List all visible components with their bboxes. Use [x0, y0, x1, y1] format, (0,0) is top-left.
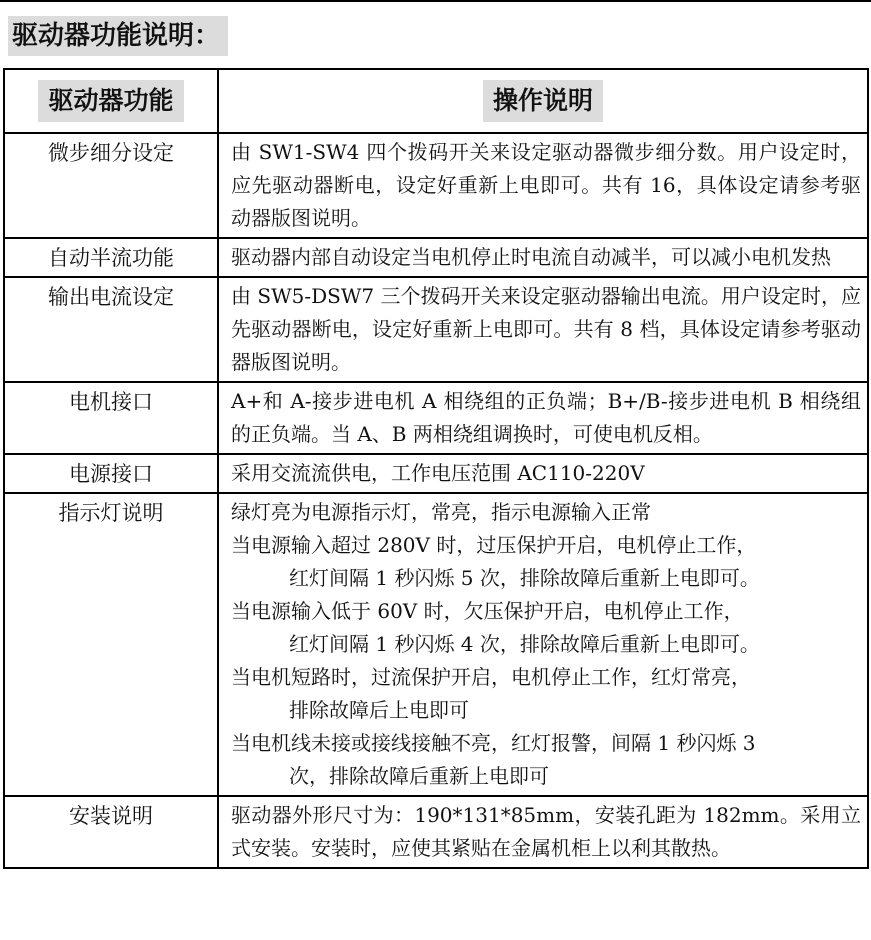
description-cell [218, 382, 868, 454]
description-line: 红灯间隔 1 秒闪烁 4 次，排除故障后重新上电即可。 [289, 632, 760, 656]
description-line: 排除故障后上电即可 [289, 698, 469, 722]
description-line: 当电机短路时，过流保护开启，电机停止工作，红灯常亮， [231, 665, 751, 689]
function-cell: 指示灯说明 [4, 493, 218, 796]
description-line: 红灯间隔 1 秒闪烁 5 次，排除故障后重新上电即可。 [289, 566, 760, 590]
description-cell [218, 238, 868, 277]
function-cell: 输出电流设定 [4, 277, 218, 382]
top-rule [0, 0, 871, 2]
function-cell: 自动半流功能 [4, 238, 218, 277]
description-line: 当电源输入超过 280V 时，过压保护开启，电机停止工作， [231, 533, 757, 557]
description-line: A+和 A-接步进电机 A 相绕组的正负端；B+/B-接步进电机 B 相绕组的正负端。当 A、B 两相绕组调换时，可使电机反相。 [231, 389, 861, 446]
section-heading: 驱动器功能说明： [8, 16, 228, 56]
table-row [4, 277, 868, 382]
header-description [218, 69, 868, 133]
table-row [4, 493, 868, 796]
description-line: 驱动器外形尺寸为：190*131*85mm，安装孔距为 182mm。采用立式安装。安装时，应使其紧贴在金属机柜上以利其散热。 [231, 803, 861, 860]
header-function [4, 69, 218, 133]
description-cell [218, 133, 868, 238]
description-line: 驱动器内部自动设定当电机停止时电流自动减半，可以减小电机发热 [231, 245, 831, 269]
description-line: 由 SW5-DSW7 三个拨码开关来设定驱动器输出电流。用户设定时，应先驱动器断电，设定好重新上电即可。共有 8 档，具体设定请参考驱动器版图说明。 [231, 284, 861, 374]
table-row [4, 796, 868, 868]
description-line: 采用交流流供电，工作电压范围 AC110-220V [231, 461, 645, 485]
table-row [4, 133, 868, 238]
function-cell: 电源接口 [4, 454, 218, 493]
table-row [4, 238, 868, 277]
description-cell [218, 796, 868, 868]
description-cell [218, 493, 868, 796]
header-description-label: 操作说明 [483, 80, 603, 122]
table-row [4, 454, 868, 493]
description-line: 当电机线未接或接线接触不亮，红灯报警，间隔 1 秒闪烁 3 [231, 731, 756, 755]
description-line: 次，排除故障后重新上电即可 [289, 764, 549, 788]
table-row [4, 382, 868, 454]
function-cell: 电机接口 [4, 382, 218, 454]
function-table [3, 68, 869, 869]
description-line: 当电源输入低于 60V 时，欠压保护开启，电机停止工作， [231, 599, 744, 623]
function-cell: 微步细分设定 [4, 133, 218, 238]
description-cell [218, 277, 868, 382]
table-header-row [4, 69, 868, 133]
header-function-label: 驱动器功能 [38, 80, 183, 122]
description-line: 由 SW1-SW4 四个拨码开关来设定驱动器微步细分数。用户设定时，应先驱动器断电，设定好重新上电即可。共有 16，具体设定请参考驱动器版图说明。 [231, 140, 861, 230]
description-cell [218, 454, 868, 493]
function-cell: 安装说明 [4, 796, 218, 868]
description-line: 绿灯亮为电源指示灯，常亮，指示电源输入正常 [231, 500, 651, 524]
